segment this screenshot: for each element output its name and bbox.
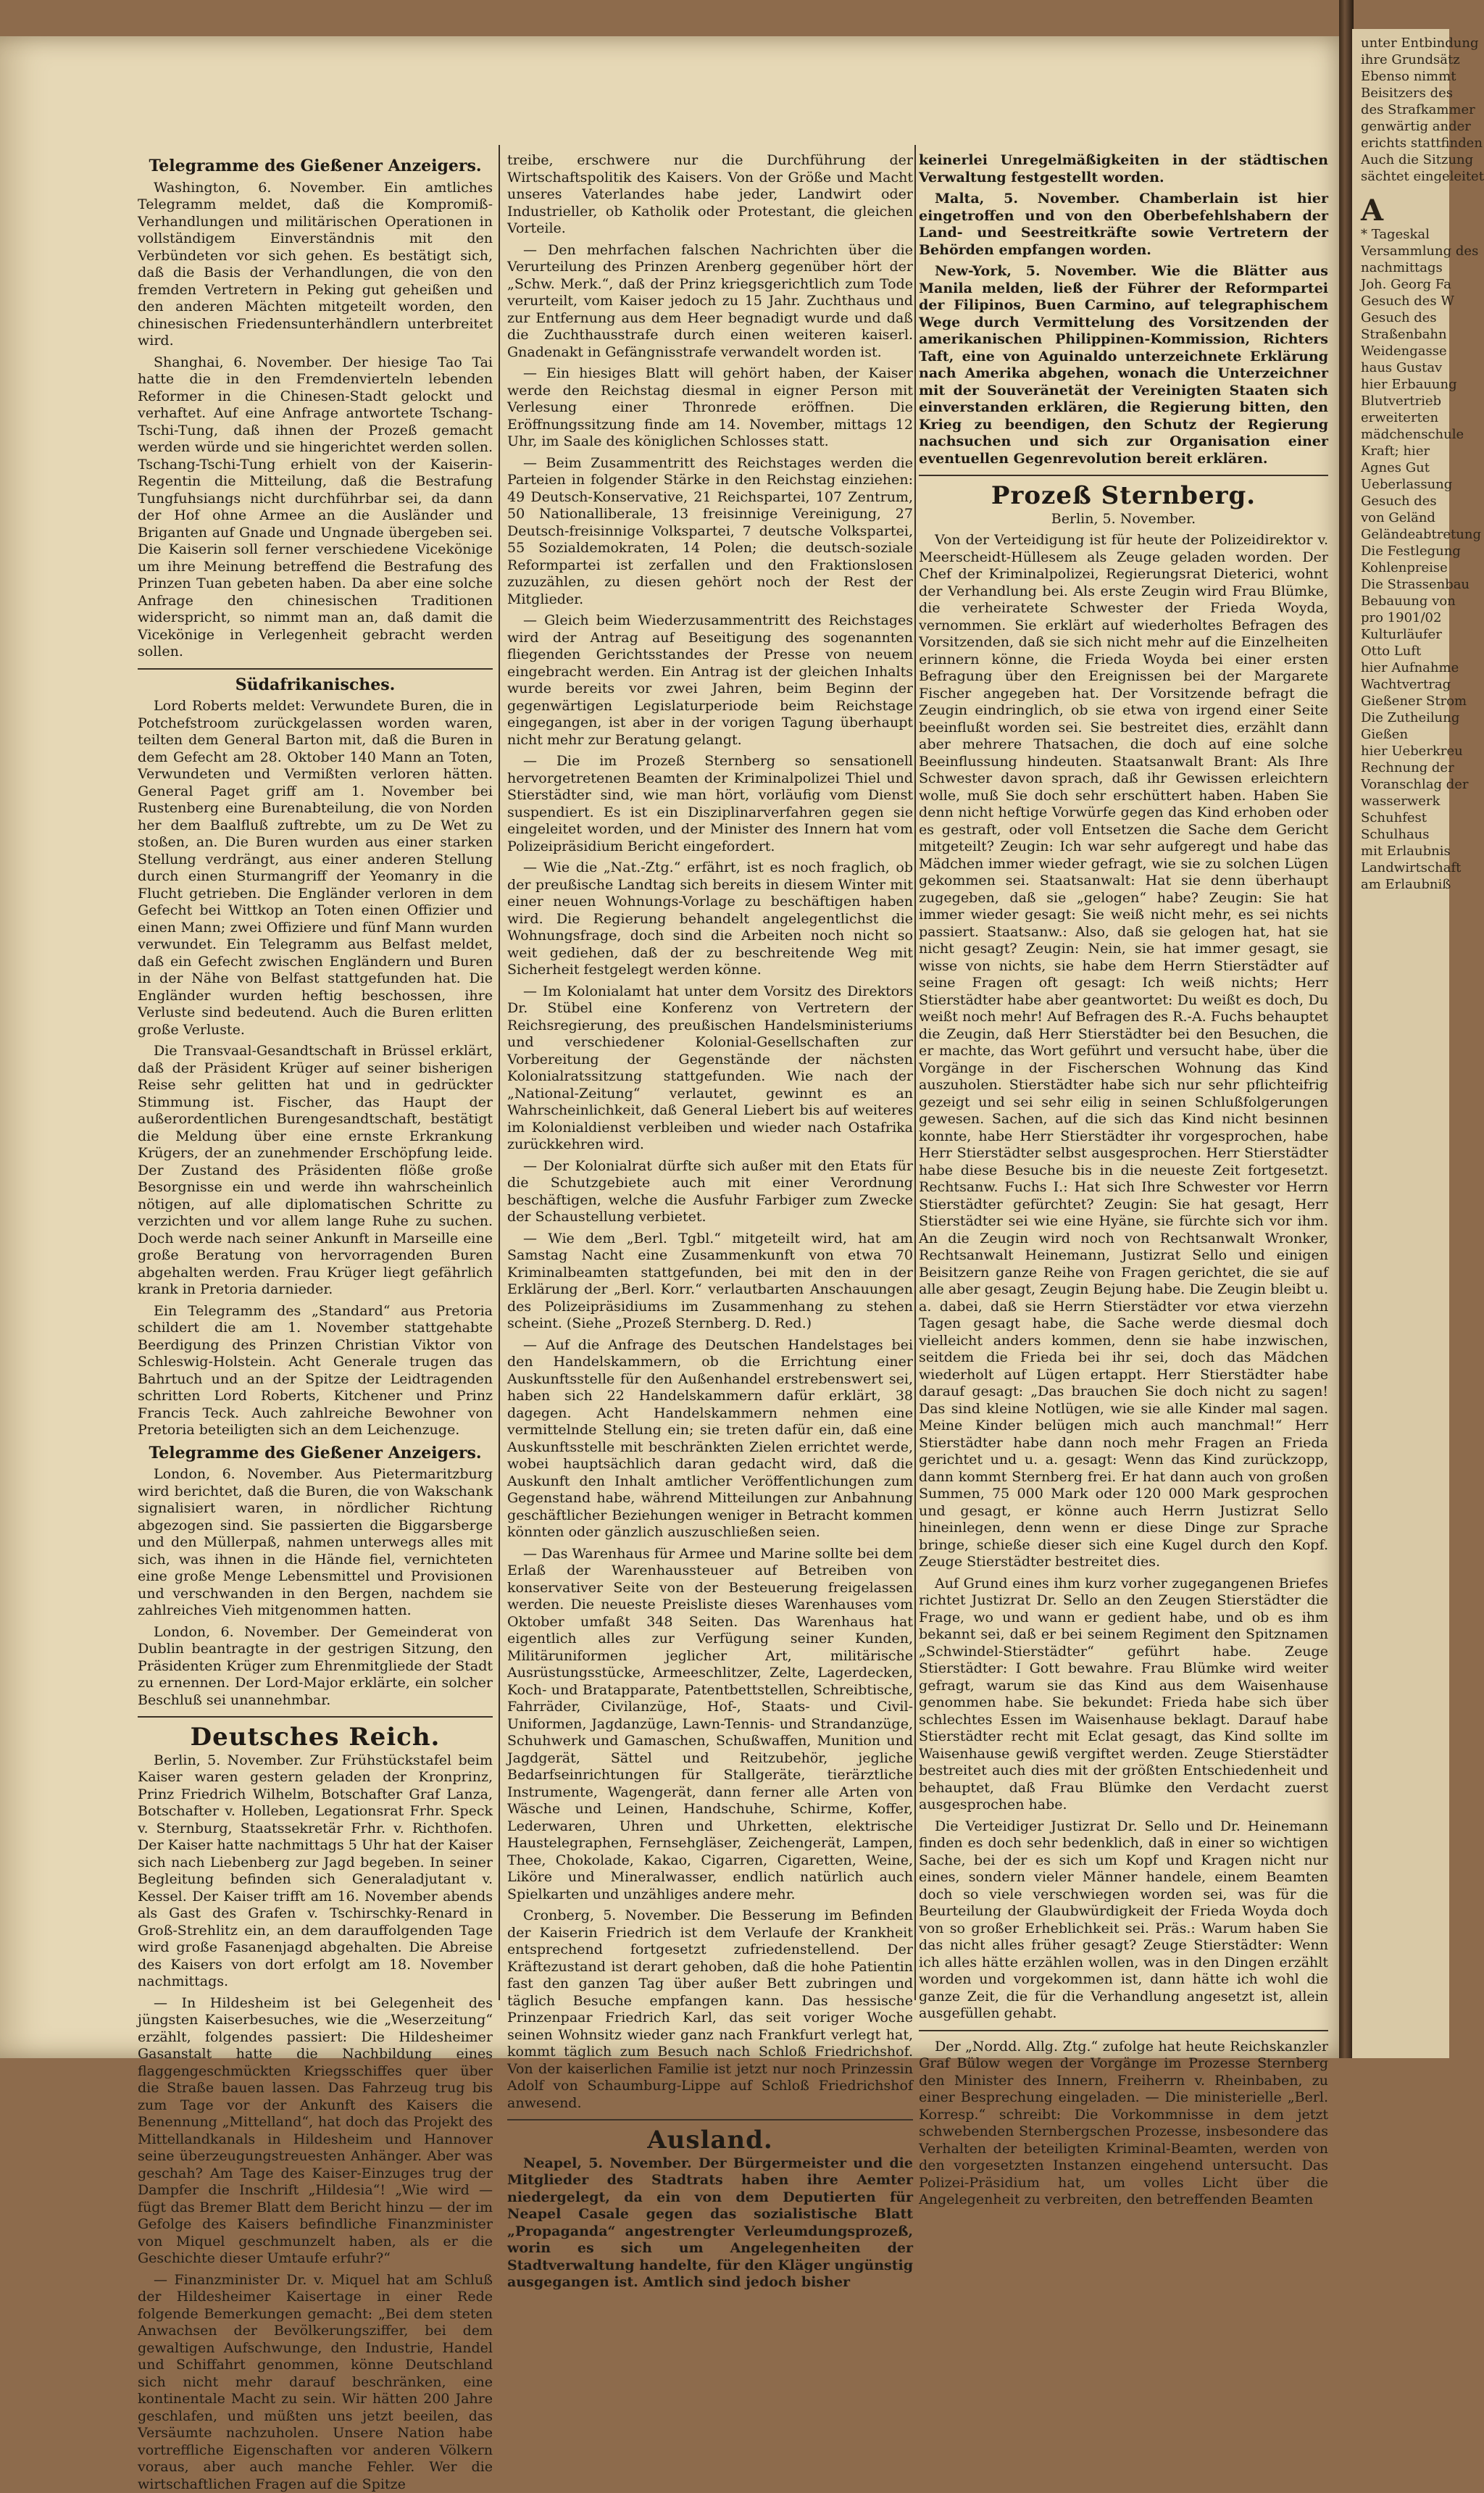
side-line: am Erlaubniß xyxy=(1361,876,1449,893)
side-line: Gießener Strom xyxy=(1361,693,1449,709)
article-paragraph: Auf Grund eines ihm kurz vorher zugegangenen Briefes richtet Justizrat Dr. Sello an den Zeugen Stierstädter die Frage, wo und wann er gedient habe, und ob es ihm bekannt sei, daß er bei seinem Regiment den Spitznamen „Schwindel-Stierstädter“ geführt habe. Zeuge Stierstädter: I Gott bewahre. Frau Blümke wird weiter gefragt, warum sie das Kind aus dem Waisenhause genommen habe. Sie bekundet: Frieda habe sich über schlechtes Essen im Waisenhause beklagt. Darauf habe Stierstädter recht mit Eclat gesagt, das Kind sollte im Waisenhause gewiß vergiftet werden. Zeuge Stierstädter bestreitet auch dies mit der größten Entschiedenheit und behauptet, daß Frau Blümke den Verdacht zuerst ausgesprochen habe. xyxy=(919,1576,1328,1814)
side-line: wasserwerk xyxy=(1361,793,1449,810)
column-rule-2 xyxy=(914,145,916,2000)
divider xyxy=(919,2030,1328,2031)
article-paragraph: — Wie die „Nat.-Ztg.“ erfährt, ist es noch fraglich, ob der preußische Landtag sich bereits in diesem Winter mit einer neuen Wohnungs-Vorlage zu beschäftigen haben wird. Die Regierung behandelt angelegentlichst die Wohnungsfrage, doch sind die Arbeiten noch nicht so weit gediehen, daß der zu beschreitende Weg mit Sicherheit festgelegt werden könne. xyxy=(507,860,913,979)
article-paragraph: Der „Nordd. Allg. Ztg.“ zufolge hat heute Reichskanzler Graf Bülow wegen der Vorgänge im Prozesse Sternberg den Minister des Innern, Freiherrn v. Rheinbaben, zu einer Besprechung eingeladen. — Die ministerielle „Berl. Korresp.“ schreibt: Die Vorkommnisse in dem jetzt schwebenden Sternbergschen Prozesse, insbesondere das Verhalten der beteiligten Kriminal-Beamten, werden von den vorgesetzten Instanzen eingehend untersucht. Das Polizei-Präsidium hat, um volles Licht über die Angelegenheit zu verbreiten, den betreffenden Beamten xyxy=(919,2039,1328,2209)
article-paragraph: Washington, 6. November. Ein amtliches Telegramm meldet, daß die Kompromiß-Verhandlungen und militärischen Operationen in vollständigem Einverständnis mit den Verbündeten vor sich gehen. Es bestätigt sich, daß die Basis der Verhandlungen, die von den fremden Vertretern in Peking gut geheißen und den anderen Mächten mitgeteilt worden, den chinesischen Friedensunterhändlern unterbreitet wird. xyxy=(138,180,493,350)
side-line: genwärtig ander xyxy=(1361,118,1449,135)
article-paragraph: — In Hildesheim ist bei Gelegenheit des jüngsten Kaiserbesuches, wie die „Weserzeitung“ erzählt, folgendes passiert: Die Hildesheimer Gasanstalt hatte die Nachbildung eines flaggengeschmückten Kriegsschiffes quer über die Straße bauen lassen. Das Fahrzeug trug bis zum Tage vor der Ankunft des Kaisers die Benennung „Mittelland“, hat doch das Projekt des Mittellandkanals in Hildesheim und Hannover seine überzeugungstreuesten Anhänger. Aber was geschah? Am Tage des Kaiser-Einzuges trug der Dampfer die Inschrift „Hildesia“! „Wie wird — fügt das Bremer Blatt dem Bericht hinzu — der im Gefolge des Kaisers befindliche Finanzminister von Miquel geschmunzelt haben, als er die Geschichte dieser Umtaufe erfuhr?“ xyxy=(138,1995,493,2268)
side-line: mit Erlaubnis xyxy=(1361,843,1449,860)
side-line: Rechnung der xyxy=(1361,759,1449,776)
side-line: Kulturläufer xyxy=(1361,626,1449,643)
article-paragraph: — Ein hiesiges Blatt will gehört haben, der Kaiser werde den Reichstag diesmal in eigner Person mit Verlesung einer Thronrede eröffnen. Die Eröffnungssitzung finde am 14. November, mittags 12 Uhr, im Saale des königlichen Schlosses statt. xyxy=(507,365,913,451)
side-line: nachmittags xyxy=(1361,259,1449,276)
side-line: ihre Grundsätz xyxy=(1361,51,1449,68)
side-line: Die Zutheilung xyxy=(1361,709,1449,726)
article-paragraph: — Der Kolonialrat dürfte sich außer mit den Etats für die Schutzgebiete auch mit einer Verordnung beschäftigen, welche die Ausfuhr Farbiger zum Zwecke der Schaustellung verbietet. xyxy=(507,1158,913,1226)
side-line: Weidengasse xyxy=(1361,343,1449,359)
side-line: von Geländ xyxy=(1361,509,1449,526)
side-line: Ueberlassung xyxy=(1361,476,1449,493)
side-line: Voranschlag der xyxy=(1361,776,1449,793)
side-line: Kraft; hier xyxy=(1361,443,1449,459)
section-heading: Südafrikanisches. xyxy=(138,677,493,694)
article-paragraph: — Im Kolonialamt hat unter dem Vorsitz des Direktors Dr. Stübel eine Konferenz von Vertretern der Reichsregierung, des preußischen Handelsministeriums und verschiedener Kolonial-Gesellschaften zur Vorbereitung der Gegenstände der nächsten Kolonialratssitzung stattgefunden. Wie nach der „National-Zeitung“ verlautet, gewinnt es an Wahrscheinlichkeit, daß General Liebert bis auf weiteres im Kolonialdienst verbleiben und wieder nach Ostafrika zurückkehren wird. xyxy=(507,983,913,1154)
divider xyxy=(138,1716,493,1718)
column-rule-1 xyxy=(499,145,500,2000)
side-line: Versammlung des xyxy=(1361,243,1449,259)
article-paragraph: Malta, 5. November. Chamberlain ist hier eingetroffen und von den Oberbefehlshabern der Land- und Seestreitkräfte sowie Vertretern der Behörden empfangen worden. xyxy=(919,191,1328,259)
article-paragraph: New-York, 5. November. Wie die Blätter aus Manila melden, ließ der Führer der Reformpartei der Filipinos, Buen Carmino, auf telegraphischem Wege durch Vermittelung des Vorsitzenden der amerikanischen Philippinen-Kommission, Richters Taft, eine von Aguinaldo unterzeichnete Erklärung nach Amerika abgehen, wonach die Unterzeichner mit der Souveränetät der Vereinigten Staaten sich einverstanden erklären, die Regierung bitten, den Krieg zu beendigen, den Schutz der Regierung nachsuchen und sich zur Organisation einer eventuellen Gegenrevolution bereit erklären. xyxy=(919,263,1328,467)
column-2 xyxy=(507,152,913,2022)
side-line: * Tageskal xyxy=(1361,226,1449,243)
article-paragraph: London, 6. November. Aus Pietermaritzburg wird berichtet, daß die Buren, die von Wakschank signalisiert waren, in nördlicher Richtung abgezogen sind. Sie passierten die Biggarsberge und den Müllerpaß, nahmen unterwegs alles mit sich, was ihnen in die Hände fiel, vernichteten eine große Menge Lebensmittel und Provisionen und verschwanden in den Bergen, nachdem sie zahlreiches Vieh mitgenommen hatten. xyxy=(138,1466,493,1620)
article-paragraph: — Finanzminister Dr. v. Miquel hat am Schluß der Hildesheimer Kaisertage in einer Rede folgende Bemerkungen gemacht: „Bei dem steten Anwachsen der Bevölkerungsziffer, bei dem gewaltigen Aufschwunge, den Industrie, Handel und Schiffahrt genommen, könne Deutschland sich nicht mehr darauf beschränken, eine kontinentale Macht zu sein. Wir hätten 200 Jahre geschlafen, und müßten uns jetzt beeilen, das Versäumte nachzuholen. Unsere Nation habe vortreffliche Eigenschaften vor anderen Völkern voraus, aber auch manche Fehler. Wer die wirtschaftlichen Fragen auf die Spitze xyxy=(138,2272,493,2493)
article-paragraph: Die Transvaal-Gesandtschaft in Brüssel erklärt, daß der Präsident Krüger auf seiner bisherigen Reise sehr gelitten hat und in gedrückter Stimmung ist. Fischer, das Haupt der außerordentlichen Burengesandtschaft, bestätigt die Meldung über eine ernste Erkrankung Krügers, der an zunehmender Erschöpfung leide. Der Zustand des Präsidenten flöße große Besorgnisse ein und werde ihn wahrscheinlich nötigen, auf alle diplomatischen Schritte zu verzichten und vor allem lange Ruhe zu suchen. Doch werde nach seiner Ankunft in Marseille eine große Beratung von hervorragenden Buren abgehalten werden. Frau Krüger liegt gefährlich krank in Pretoria darnieder. xyxy=(138,1043,493,1299)
adjacent-page-text xyxy=(1352,29,1449,893)
side-line: haus Gustav xyxy=(1361,359,1449,376)
side-line: Blutvertrieb xyxy=(1361,393,1449,409)
section-heading: Telegramme des Gießener Anzeigers. xyxy=(138,1445,493,1462)
side-line: Kohlenpreise xyxy=(1361,559,1449,576)
dateline: Berlin, 5. November. xyxy=(919,511,1328,528)
article-paragraph: Ein Telegramm des „Standard“ aus Pretoria schildert die am 1. November stattgehabte Beerdigung des Prinzen Christian Viktor von Schleswig-Holstein. Acht Generale trugen das Bahrtuch und an der Spitze der Leidtragenden schritten Lord Roberts, Kitchener und Prinz Francis Teck. Auch zahlreiche Bewohner von Pretoria beteiligten sich an dem Leichenzuge. xyxy=(138,1303,493,1439)
side-line: Schulhaus xyxy=(1361,826,1449,843)
article-paragraph: — Die im Prozeß Sternberg so sensationell hervorgetretenen Beamten der Kriminalpolizei Thiel und Stierstädter sind, wie man hört, vorläufig vom Dienst suspendiert. Es ist ein Disziplinarverfahren gegen sie eingeleitet worden, und der Minister des Innern hat vom Polizeipräsidium Bericht eingefordert. xyxy=(507,753,913,855)
column-3 xyxy=(919,152,1328,2022)
side-line: Otto Luft xyxy=(1361,643,1449,659)
side-line: Bebauung von xyxy=(1361,593,1449,609)
article-paragraph: — Das Warenhaus für Armee und Marine sollte bei dem Erlaß der Warenhaussteuer auf Betreiben von konservativer Seite von der Besteuerung freigelassen werden. Die neueste Preisliste dieses Warenhauses vom Oktober umfaßt 348 Seiten. Das Warenhaus hat eigentlich alles zur Verfügung seiner Kunden, Militäruniformen jeglicher Art, militärische Ausrüstungsstücke, Armeeschlitzer, Zelte, Lagerdecken, Koch- und Bratapparate, Patentbettstellen, Schreibtische, Fahrräder, Civilanzüge, Hof-, Staats- und Civil-Uniformen, Jagdanzüge, Lawn-Tennis- und Strandanzüge, Schuhwerk und Gamaschen, Schußwaffen, Munition und Jagdgerät, Sättel und Reitzubehör, jegliche Bedarfseinrichtungen für Stallgeräte, tierärztliche Instrumente, Wagengerät, dann ferner alle Arten von Wäsche und Leinen, Handschuhe, Schirme, Koffer, Lederwaren, Uhren und Uhrketten, elektrische Haustelegraphen, Fernsehgläser, Zeichengerät, Lampen, Thee, Chokolade, Kakao, Cigarren, Cigaretten, Weine, Liköre und Mineralwasser, endlich natürlich auch Spielkarten und unzähliges andere mehr. xyxy=(507,1546,913,1904)
side-line: Landwirtschaft xyxy=(1361,860,1449,876)
side-line: erichts stattfinden xyxy=(1361,135,1449,151)
side-heading: A xyxy=(1361,202,1449,219)
side-line: sächtet eingeleitet xyxy=(1361,168,1449,185)
side-line: Gesuch des W xyxy=(1361,293,1449,309)
article-paragraph: Lord Roberts meldet: Verwundete Buren, die in Potchefstroom zurückgelassen worden waren, teilten dem General Barton mit, daß die Buren in dem Gefecht am 28. Oktober 140 Mann an Toten, Verwundeten und Vermißten verloren hätten. General Paget griff am 1. November bei Rustenberg eine Burenabteilung, die von Norden her dem Baalfluß zuftrebte, um zu De Wet zu stoßen, an. Die Buren wurden aus einer starken Stellung verdrängt, aus einer anderen Stellung durch einen Sturmangriff der Yeomanry in die Flucht getrieben. Die Engländer verloren in dem Gefecht bei Wittkop an Toten einen Offizier und einen Mann; zwei Offiziere und fünf Mann wurden verwundet. Ein Telegramm aus Belfast meldet, daß ein Gefecht zwischen Engländern und Buren in der Nähe von Belfast stattgefunden hat. Die Engländer wurden heftig beschossen, ihre Verluste sind bedeutend. Auch die Buren erlitten große Verluste. xyxy=(138,698,493,1039)
side-line: Die Strassenbau xyxy=(1361,576,1449,593)
article-paragraph: — Den mehrfachen falschen Nachrichten über die Verurteilung des Prinzen Arenberg gegenüber hört der „Schw. Merk.“, daß der Prinz kriegsgerichtlich zum Tode verurteilt, vom Kaiser jedoch zu 15 Jahr. Zuchthaus und zur Entfernung aus dem Heer begnadigt wurde und daß die Zuchthausstrafe durch einen weiteren kaiserl. Gnadenakt in Gefängnisstrafe verwandelt worden ist. xyxy=(507,242,913,362)
side-line: Wachtvertrag xyxy=(1361,676,1449,693)
side-line: Agnes Gut xyxy=(1361,459,1449,476)
side-line: unter Entbindung xyxy=(1361,35,1449,51)
side-line: Schuhfest xyxy=(1361,810,1449,826)
side-line: erweiterten xyxy=(1361,409,1449,426)
article-paragraph: keinerlei Unregelmäßigkeiten in der städtischen Verwaltung festgestellt worden. xyxy=(919,152,1328,186)
side-line: Straßenbahn xyxy=(1361,326,1449,343)
article-paragraph: — Gleich beim Wiederzusammentritt des Reichstages wird der Antrag auf Beseitigung des sogenannten fliegenden Gerichtsstandes der Presse von neuem eingebracht werden. Ein Antrag ist der gleichen Inhalts wurde bereits vor zwei Jahren, beim Beginn der gegenwärtigen Legislaturperiode beim Reichstage eingegangen, ist aber in der vorigen Tagung überhaupt nicht mehr zur Beratung gelangt. xyxy=(507,612,913,749)
article-paragraph: London, 6. November. Der Gemeinderat von Dublin beantragte in der gestrigen Sitzung, den Präsidenten Krüger zum Ehrenmitgliede der Stadt zu ernennen. Der Lord-Major erklärte, ein solcher Beschluß sei unannehmbar. xyxy=(138,1624,493,1710)
article-paragraph: Neapel, 5. November. Der Bürgermeister und die Mitglieder des Stadtrats haben ihre Aemter niedergelegt, da ein von dem Deputierten für Neapel Casale gegen das sozialistische Blatt „Propaganda“ angestrengter Verleumdungsprozeß, worin es sich um Angelegenheiten der Stadtverwaltung handelte, für den Kläger ungünstig ausgegangen ist. Amtlich sind jedoch bisher xyxy=(507,2155,913,2292)
article-paragraph: Shanghai, 6. November. Der hiesige Tao Tai hatte die in den Fremdenvierteln lebenden Reformer in die Chinesen-Stadt gelockt und verhaftet. Auf eine Anfrage antwortete Tschang-Tschi-Tung, daß ihnen der Prozeß gemacht werden würde und sie hingerichtet werden sollen. Tschang-Tschi-Tung erhielt von der Kaiserin-Regentin die Mitteilung, daß die Bestrafung Tungfuhsiangs nicht durchführbar sei, da dann der Hof ohne Armee an die Ausländer und Briganten auf Gnade und Ungnade übergeben sei. Die Kaiserin soll ferner verschiedene Vicekönige um ihre Meinung betreffend die Bestrafung des Prinzen Tuan gebeten haben. Da aber eine solche Anfrage den chinesischen Traditionen widerspricht, so nimmt man an, daß damit die Vicekönige in Verlegenheit gebracht werden sollen. xyxy=(138,354,493,661)
side-line: mädchenschule xyxy=(1361,426,1449,443)
section-heading-large: Deutsches Reich. xyxy=(138,1729,493,1747)
divider xyxy=(138,668,493,670)
adjacent-page-edge xyxy=(1352,29,1449,2058)
side-line: hier Erbauung xyxy=(1361,376,1449,393)
side-line: pro 1901/02 xyxy=(1361,609,1449,626)
book-gutter xyxy=(1339,0,1354,2058)
article-paragraph: Cronberg, 5. November. Die Besserung im Befinden der Kaiserin Friedrich ist dem Verlaufe der Krankheit entsprechend fortgesetzt zufriedenstellend. Der Kräftezustand ist derart gehoben, daß die hohe Patientin fast den ganzen Tag über außer Bett zubringen und täglich Besuche empfangen kann. Das hessische Prinzenpaar Friedrich Karl, das seit voriger Woche seinen Wohnsitz wieder ganz nach Frankfurt verlegt hat, kommt täglich zum Besuch nach Schloß Friedrichshof. Von der kaiserlichen Familie ist jetzt nur noch Prinzessin Adolf von Schaumburg-Lippe auf Schloß Friedrichshof anwesend. xyxy=(507,1907,913,2112)
side-line: Gesuch des xyxy=(1361,309,1449,326)
divider xyxy=(919,475,1328,476)
divider xyxy=(507,2119,913,2120)
column-1 xyxy=(138,152,493,2022)
article-paragraph: Von der Verteidigung ist für heute der Polizeidirektor v. Meerscheidt-Hüllesem als Zeuge geladen worden. Der Chef der Kriminalpolizei, Regierungsrat Dieterici, wohnt der Verhandlung bei. Als erste Zeugin wird Frau Blümke, die verheiratete Schwester der Frieda Woyda, vernommen. Sie erklärt auf wiederholtes Befragen des Vorsitzenden, daß sie sich nicht mehr auf die Einzelheiten erinnern könne, die Frieda Woyda bei einer ersten Befragung über den Ereignissen bei der Margarete Fischer angegeben hat. Der Vorsitzende befragt die Zeugin eindringlich, ob sie etwa von irgend einer Seite beeinflußt worden sei. Sie bestreitet dies, erzählt dann aber mehrere Thatsachen, die doch auf eine solche Beeinflussung hindeuten. Staatsanwalt Brant: Als Ihre Schwester davon sprach, daß ihr Gewissen erleichtern wolle, muß Sie doch sehr erschüttert haben. Haben Sie denn nicht heftige Vorwürfe gegen das Kind erhoben oder es gestraft, oder voll Entsetzen die Sache dem Gericht mitgeteilt? Zeugin: Ich war sehr aufgeregt und habe das Mädchen immer wieder gefragt, wie sie zu solchen Lügen gekommen sei. Staatsanwalt: Hat sie denn überhaupt zugegeben, daß sie „gelogen“ habe? Zeugin: Sie hat immer wieder gesagt: Sie weiß nicht mehr, es sei nichts passiert. Staatsanw.: Also, daß sie gelogen hat, hat sie nicht gesagt? Zeugin: Nein, sie hat immer gesagt, sie wisse von nichts, sie habe dem Herrn Stierstädter auf seine Fragen oft gesagt: Ich weiß nichts; Herr Stierstädter habe aber geantwortet: Du weißt es doch, Du weißt noch mehr! Auf Befragen des R.-A. Fuchs behauptet die Zeugin, daß Herr Stierstädter bei den Besuchen, die er machte, das Wort geführt und versucht habe, über die Vorgänge in der Fischerschen Wohnung das Kind auszuholen. Stierstädter habe sich nur sehr pflichteifrig gezeigt und sei sehr eilig in seinen Schlußfolgerungen gewesen. Sachen, auf die sich das Kind nicht besinnen konnte, habe Herr Stierstädter ihr vorgesprochen, habe Herr Stierstädter selbst ausgesprochen. Herr Stierstädter habe diese Besuche bis in die neueste Zeit fortgesetzt. Rechtsanw. Fuchs I.: Hat sich Ihre Schwester vor Herrn Stierstädter gefürchtet? Zeugin: Sie hat gesagt, Herr Stierstädter sei wie eine Hyäne, sie fürchte sich vor ihm. An die Zeugin wird noch von Rechtsanwalt Wronker, Rechtsanwalt Heinemann, Justizrat Sello und einigen Beisitzern ganze Reihe von Fragen gerichtet, die sie auf alle aber gesagt, Zeugin Bejung habe. Die Zeugin bleibt u. a. dabei, daß sie Herrn Stierstädter vor etwa vierzehn Tagen gesagt habe, die Sache werde diesmal doch vielleicht anders kommen, denn sie habe inzwischen, seitdem die Frieda bei ihr sei, doch das Mädchen wiederholt auf Lügen ertappt. Herr Stierstädter habe darauf gesagt: „Das brauchen Sie doch nicht zu sagen! Das sind kleine Notlügen, wie sie alle Kinder mal sagen. Meine Kinder belügen mich auch manchmal!“ Herr Stierstädter habe dann noch mehr Fragen an Frieda gerichtet und u. a. gesagt: Wenn das Kind zurückzopp, dann kommt Sternberg frei. Er hat dann auch von großen Summen, 75 000 Mark oder 120 000 Mark gesprochen und gesagt, er könne auch Herrn Justizrat Sello hineinlegen, denn wenn er diese Dinge zur Sprache bringe, schieße dieser sich eine Kugel durch den Kopf. Zeuge Stierstädter bestreitet dies. xyxy=(919,532,1328,1571)
section-heading: Telegramme des Gießener Anzeigers. xyxy=(138,158,493,175)
side-line: Joh. Georg Fa xyxy=(1361,276,1449,293)
side-line: Geländeabtretung xyxy=(1361,526,1449,543)
side-line: Die Festlegung xyxy=(1361,543,1449,559)
article-paragraph: — Auf die Anfrage des Deutschen Handelstages bei den Handelskammern, ob die Errichtung einer Auskunftsstelle für den Außenhandel erstrebenswert sei, haben sich 22 Handelskammern dafür erklärt, 38 dagegen. Acht Handelskammern nehmen eine vermittelnde Stellung ein; sie treten dafür ein, daß eine Auskunftsstelle mit beschränkten Zielen errichtet werde, wobei hauptsächlich daran gedacht wird, daß die Auskunft den Inhalt amtlicher Veröffentlichungen zum Gegenstand habe, während Mitteilungen zur Anbahnung geschäftlicher Beziehungen weniger in Betracht kommen könnten oder gänzlich auszuschließen seien. xyxy=(507,1337,913,1541)
article-paragraph: treibe, erschwere nur die Durchführung der Wirtschaftspolitik des Kaisers. Von der Größe und Macht unseres Vaterlandes habe jeder, Landwirt oder Industrieller, ob Katholik oder Protestant, die gleichen Vorteile. xyxy=(507,152,913,238)
side-line: des Strafkammer xyxy=(1361,101,1449,118)
side-line: hier Ueberkreu xyxy=(1361,743,1449,759)
article-paragraph: Berlin, 5. November. Zur Frühstückstafel beim Kaiser waren gestern geladen der Kronprinz, Prinz Friedrich Wilhelm, Botschafter Graf Lanza, Botschafter v. Holleben, Legationsrat Frhr. Speck v. Sternburg, Staatssekretär Frhr. v. Richthofen. Der Kaiser hatte nachmittags 5 Uhr hat der Kaiser sich nach Liebenberg zur Jagd begeben. In seiner Begleitung befinden sich Generaladjutant v. Kessel. Der Kaiser trifft am 16. November abends als Gast des Grafen v. Tschirschky-Renard in Groß-Strehlitz ein, an dem darauffolgenden Tage wird große Fasanenjagd abgehalten. Die Abreise des Kaisers von dort erfolgt am 18. November nachmittags. xyxy=(138,1752,493,1991)
section-heading-large: Ausland. xyxy=(507,2132,913,2149)
side-line: Beisitzers des xyxy=(1361,85,1449,101)
article-paragraph: — Beim Zusammentritt des Reichstages werden die Parteien in folgender Stärke in den Reichstag einziehen: 49 Deutsch-Konservative, 21 Reichspartei, 107 Zentrum, 50 Nationalliberale, 13 freisinnige Vereinigung, 27 Deutsch-freisinnige Volkspartei, 7 deutsche Volkspartei, 55 Sozialdemokraten, 14 Polen; die deutsch-soziale Reformpartei ist zerfallen und den Fraktionslosen zuzuzählen, zu diesen gehört noch der Rest der Mitglieder. xyxy=(507,455,913,609)
article-paragraph: — Wie dem „Berl. Tgbl.“ mitgeteilt wird, hat am Samstag Nacht eine Zusammenkunft von etwa 70 Kriminalbeamten stattgefunden, bei mit den in der Erklärung der „Berl. Korr.“ verlautbarten Anschauungen des Polizeipräsidiums im Zusammenhang zu stehen scheint. (Siehe „Prozeß Sternberg. D. Red.) xyxy=(507,1231,913,1333)
side-line: Auch die Sitzung xyxy=(1361,151,1449,168)
article-paragraph: Die Verteidiger Justizrat Dr. Sello und Dr. Heinemann finden es doch sehr bedenklich, daß in einer so wichtigen Sache, bei der es sich um Kopf und Kragen nicht nur eines, sondern vieler Männer handele, einem Beamten doch so viele verschwiegen worden sei, was für die Beurteilung der Glaubwürdigkeit der Frieda Woyda doch von so großer Erheblichkeit sei. Präs.: Warum haben Sie das nicht alles früher gesagt? Zeuge Stierstädter: Wenn ich alles hätte erzählen wollen, was in den Dingen erzählt worden und vorgekommen ist, dann hätte ich wohl die ganze Zeit, die für die Verhandlung angesetzt ist, allein ausgefüllen gehabt. xyxy=(919,1818,1328,2023)
side-line: Gesuch des xyxy=(1361,493,1449,509)
side-line: Ebenso nimmt xyxy=(1361,68,1449,85)
side-line: hier Aufnahme xyxy=(1361,659,1449,676)
side-line: Gießen xyxy=(1361,726,1449,743)
section-heading-large: Prozeß Sternberg. xyxy=(919,488,1328,505)
